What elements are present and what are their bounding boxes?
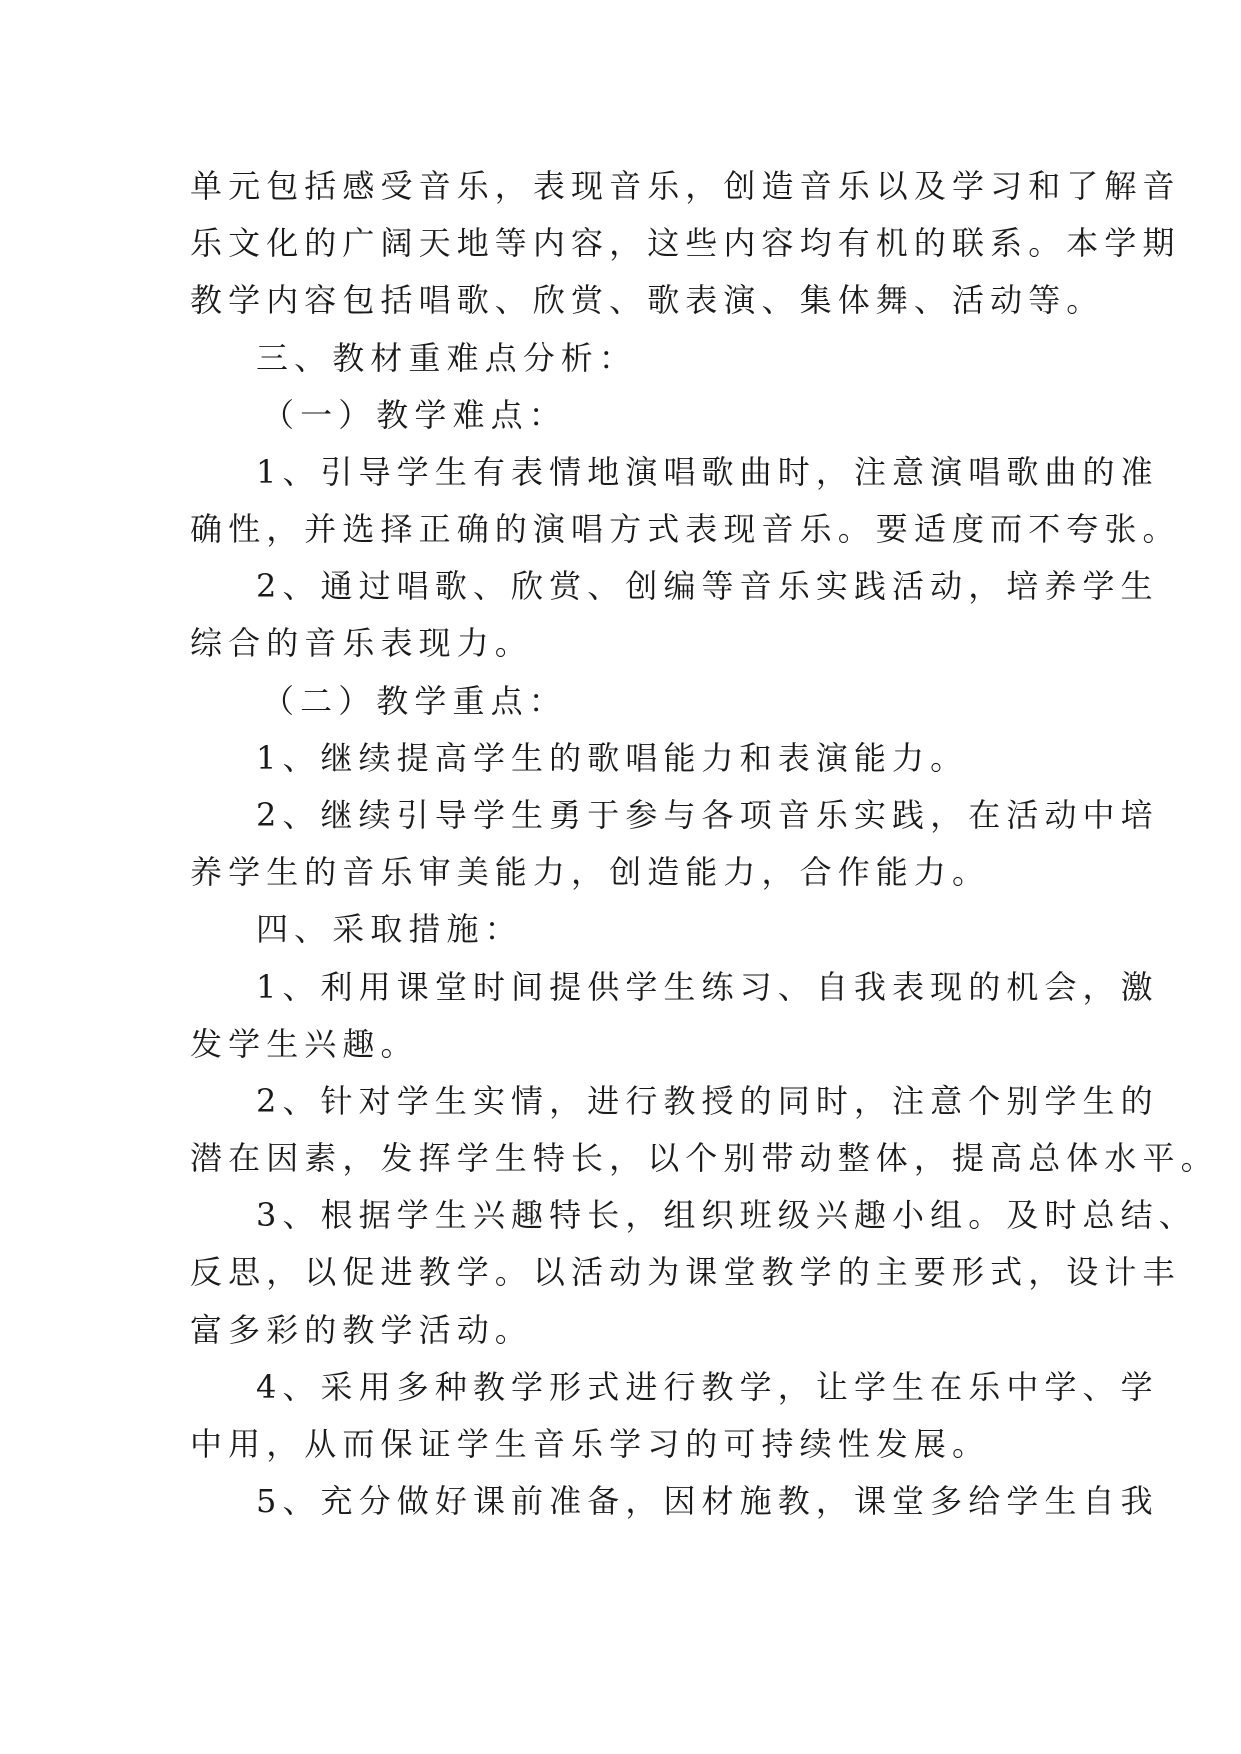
list-item-line: 中用，从而保证学生音乐学习的可持续性发展。 (190, 1425, 991, 1463)
list-item-line: 反思，以促进教学。以活动为课堂教学的主要形式，设计丰 (190, 1253, 1181, 1291)
list-item-line: 发学生兴趣。 (190, 1025, 419, 1063)
list-item-line: 2、针对学生实情，进行教授的同时，注意个别学生的 (256, 1082, 1159, 1120)
list-item-line: 富多彩的教学活动。 (190, 1311, 533, 1349)
list-item-line: 1、继续提高学生的歌唱能力和表演能力。 (256, 739, 969, 777)
list-item-line: 4、采用多种教学形式进行教学，让学生在乐中学、学 (256, 1368, 1159, 1406)
list-item-line: 确性，并选择正确的演唱方式表现音乐。要适度而不夸张。 (190, 510, 1181, 548)
subsection-heading: （一）教学难点： (262, 396, 567, 434)
section-heading: 三、教材重难点分析： (256, 339, 638, 377)
list-item-line: 2、继续引导学生勇于参与各项音乐实践，在活动中培 (256, 796, 1159, 834)
list-item-line: 3、根据学生兴趣特长，组织班级兴趣小组。及时总结、 (256, 1196, 1197, 1234)
list-item-line: 2、通过唱歌、欣赏、创编等音乐实践活动，培养学生 (256, 567, 1159, 605)
paragraph-line: 教学内容包括唱歌、欣赏、歌表演、集体舞、活动等。 (190, 281, 1105, 319)
subsection-heading: （二）教学重点： (262, 682, 567, 720)
section-heading: 四、采取措施： (256, 910, 523, 948)
list-item-line: 潜在因素，发挥学生特长，以个别带动整体，提高总体水平。 (190, 1139, 1219, 1177)
list-item-line: 5、充分做好课前准备，因材施教，课堂多给学生自我 (256, 1482, 1159, 1520)
list-item-line: 养学生的音乐审美能力，创造能力，合作能力。 (190, 853, 991, 891)
list-item-line: 综合的音乐表现力。 (190, 624, 533, 662)
list-item-line: 1、引导学生有表情地演唱歌曲时，注意演唱歌曲的准 (256, 453, 1159, 491)
list-item-line: 1、利用课堂时间提供学生练习、自我表现的机会，激 (256, 968, 1159, 1006)
paragraph-line: 乐文化的广阔天地等内容，这些内容均有机的联系。本学期 (190, 224, 1181, 262)
paragraph-line: 单元包括感受音乐，表现音乐，创造音乐以及学习和了解音 (190, 167, 1181, 205)
